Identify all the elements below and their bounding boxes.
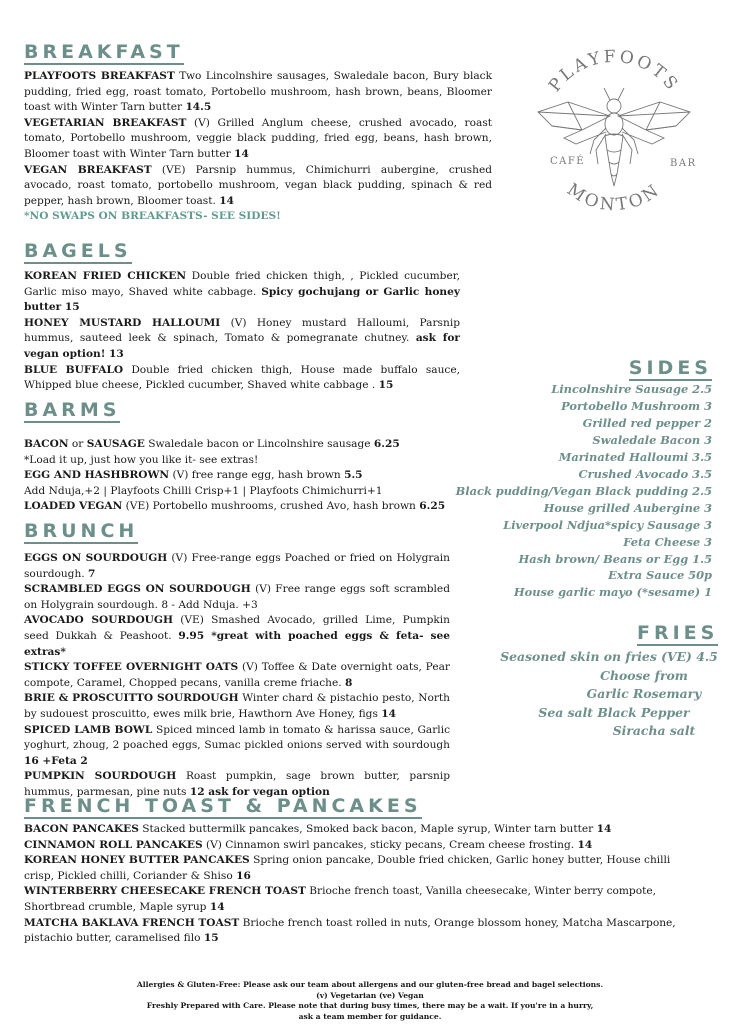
french-toast-section (24, 822, 688, 947)
fries-item: Siracha salt (612, 723, 696, 739)
menu-item: SPICED LAMB BOWL Spiced minced lamb in tomato & harissa sauce, Garlic yoghurt, zhoug, 2 poached eggs, Sumac pickled onions served with sourdough 16 +Feta 2 (24, 723, 451, 767)
side-item: Portobello Mushroom 3 (561, 398, 712, 413)
side-item: Marinated Halloumi 3.5 (558, 449, 712, 464)
breakfast-note: *NO SWAPS ON BREAKFASTS- SEE SIDES! (24, 210, 281, 223)
menu-item: VEGETARIAN BREAKFAST (V) Grilled Anglum cheese, crushed avocado, roast tomato, Portobello mushroom, veggie black pudding, fried egg, beans, hash brown, Bloomer toast with Winter Tarn butter 14 (24, 116, 493, 160)
side-item: Black pudding/Vegan Black pudding 2.5 (455, 483, 712, 498)
menu-item: WINTERBERRY CHEESECAKE FRENCH TOAST Brioche french toast, Vanilla cheesecake, Winter berry compote, Shortbread crumble, Maple syrup 14 (24, 885, 656, 913)
menu-item: PLAYFOOTS BREAKFAST Two Lincolnshire sausages, Swaledale bacon, Bury black pudding, fried egg, roast tomato, Portobello mushroom, hash brown, beans, Bloomer toast with Winter Tarn butter 14.5 (24, 70, 492, 114)
sides-heading: SIDES (628, 357, 712, 379)
logo-top-text: PLAYFOOTS (544, 46, 684, 96)
bee-icon (538, 88, 690, 186)
fries-item: Choose from (600, 667, 688, 683)
sides-list (456, 381, 712, 601)
fries-item: Sea salt Black Pepper (538, 704, 690, 720)
footer-line: ask a team member for guidance. (298, 1011, 442, 1021)
side-item: House grilled Aubergine 3 (543, 500, 712, 515)
side-item: Liverpool Ndjua*spicy Sausage 3 (503, 517, 712, 532)
playfoots-logo (524, 40, 704, 220)
menu-item: EGGS ON SOURDOUGH (V) Free-range eggs Poached or fried on Holygrain sourdough. 7 (24, 552, 450, 580)
fries-item: Garlic Rosemary (586, 686, 702, 702)
menu-note: *Load it up, just how you like it- see extras! (24, 453, 259, 466)
menu-item: MATCHA BAKLAVA FRENCH TOAST Brioche french toast rolled in nuts, Orange blossom honey, Matcha Mascarpone, pistachio butter, caramelised filo 15 (24, 916, 676, 945)
menu-item: EGG AND HASHBROWN (V) free range egg, hash brown 5.5 (24, 469, 363, 482)
french-toast-heading: FRENCH TOAST & PANCAKES (24, 795, 422, 817)
menu-item: BACON or SAUSAGE Swaledale bacon or Lincolnshire sausage 6.25 (24, 438, 400, 450)
menu-item: STICKY TOFFEE OVERNIGHT OATS (V) Toffee & Date overnight oats, Pear compote, Caramel, Chopped pecans, vanilla creme friache. 8 (24, 661, 450, 689)
logo-cafe-text: CAFÉ (550, 156, 586, 167)
menu-item: AVOCADO SOURDOUGH (VE) Smashed Avocado, grilled Lime, Pumpkin seed Dukkah & Peashoot. 9.95 *great with poached eggs & feta- see extras* (24, 614, 450, 658)
menu-item: KOREAN HONEY BUTTER PANCAKES Spring onion pancake, Double fried chicken, Garlic honey butter, House chilli crisp, Pickled chilli, Coriander & Shiso 16 (24, 854, 671, 882)
barms-section (24, 437, 464, 515)
breakfast-section (24, 69, 492, 225)
fries-heading: FRIES (637, 622, 719, 644)
menu-item: SCRAMBLED EGGS ON SOURDOUGH (V) Free range eggs soft scrambled on Holygrain sourdough. 8 - Add Nduja. +3 (24, 583, 450, 611)
bagels-heading: BAGELS (24, 240, 132, 262)
barms-heading: BARMS (24, 399, 121, 421)
side-item: Crushed Avocado 3.5 (578, 466, 712, 481)
footer-line: Allergies & Gluten-Free: Please ask our team about allergens and our gluten-free bread and bagel selections. (136, 980, 604, 989)
footer-line: (v) Vegetarian (ve) Vegan (316, 990, 424, 1000)
side-item: House garlic mayo (*sesame) 1 (513, 585, 712, 600)
menu-item: HONEY MUSTARD HALLOUMI (V) Honey mustard Halloumi, Parsnip hummus, sauteed leek & spinach, Tomato & pomegranate chutney. ask for vegan option! 13 (24, 316, 460, 360)
footer-notice (120, 980, 620, 1022)
bagels-section (24, 269, 460, 394)
menu-item: PUMPKIN SOURDOUGH Roast pumpkin, sage brown butter, parsnip hummus, parmesan, pine nuts 12 ask for vegan option (24, 770, 451, 798)
menu-item: BLUE BUFFALO Double fried chicken thigh, House made buffalo sauce, Whipped blue cheese, Pickled cucumber, Shaved white cabbage . 15 (24, 363, 460, 392)
logo-bar-text: BAR (670, 158, 697, 169)
brunch-section (24, 551, 450, 801)
menu-item: LOADED VEGAN (VE) Portobello mushrooms, crushed Avo, hash brown 6.25 (24, 500, 446, 513)
menu-note: Add Nduja,+2 | Playfoots Chilli Crisp+1 | Playfoots Chimichurri+1 (24, 484, 383, 497)
menu-item: BACON PANCAKES Stacked buttermilk pancakes, Smoked back bacon, Maple syrup, Winter tarn butter 14 (24, 823, 612, 835)
footer-line: Freshly Prepared with Care. Please note that during busy times, there may be a wait. If you're in a hurry, (146, 1001, 594, 1010)
side-item: Feta Cheese 3 (623, 534, 712, 549)
menu-item: BRIE & PROSCUITTO SOURDOUGH Winter chard & pistachio pesto, North by sudouest proscuitto, ewes milk brie, Hawthorn Ave Honey, figs 14 (24, 692, 450, 720)
menu-item: KOREAN FRIED CHICKEN Double fried chicken thigh, , Pickled cucumber, Garlic miso mayo, Shaved white cabbage. Spicy gochujang or Garlic honey butter 15 (24, 270, 461, 314)
side-item: Swaledale Bacon 3 (592, 432, 712, 447)
breakfast-heading: BREAKFAST (24, 41, 184, 63)
side-item: Hash brown/ Beans or Egg 1.5 (518, 551, 712, 566)
logo-bottom-text: MONTON (563, 179, 665, 216)
menu-item: CINNAMON ROLL PANCAKES (V) Cinnamon swirl pancakes, sticky pecans, Cream cheese frosting. 14 (24, 838, 593, 851)
fries-list (484, 648, 734, 741)
side-item: Lincolnshire Sausage 2.5 (551, 382, 712, 396)
menu-item: VEGAN BREAKFAST (VE) Parsnip hummus, Chimichurri aubergine, crushed avocado, roast tomato, portobello mushroom, vegan black pudding, spinach & red pepper, hash brown, Bloomer toast. 14 (24, 163, 492, 207)
side-item: Grilled red pepper 2 (582, 415, 712, 430)
brunch-heading: BRUNCH (24, 520, 139, 542)
fries-item: Seasoned skin on fries (VE) 4.5 (500, 649, 718, 664)
side-item: Extra Sauce 50p (608, 568, 712, 583)
